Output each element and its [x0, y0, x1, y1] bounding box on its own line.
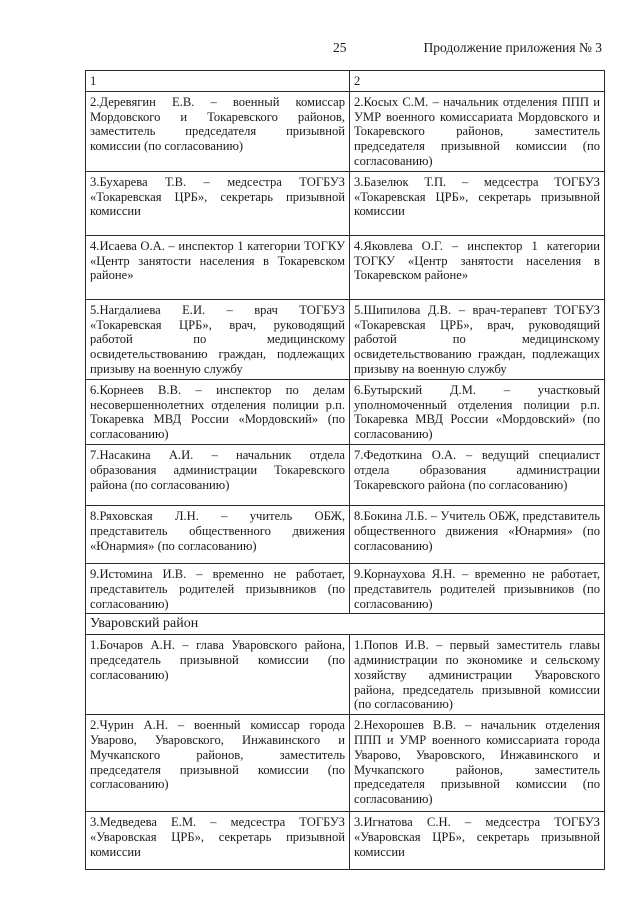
column-number-2: 2 — [350, 71, 605, 92]
member-cell-primary: 9.Истомина И.В. – временно не работает, представитель родителей призывников (по согласованию) — [86, 563, 350, 613]
table-row — [86, 563, 605, 613]
page-header — [0, 40, 640, 60]
member-cell-reserve: 8.Бокина Л.Б. – Учитель ОБЖ, представитель общественного движения «Юнармия» (по согласованию) — [350, 505, 605, 563]
table-row — [86, 715, 605, 812]
member-cell-reserve: 4.Яковлева О.Г. – инспектор 1 категории ТОГКУ «Центр занятости населения в Токаревском районе» — [350, 235, 605, 299]
member-cell-primary: 3.Медведева Е.М. – медсестра ТОГБУЗ «Уваровская ЦРБ», секретарь призывной комиссии — [86, 812, 350, 870]
member-cell-reserve: 2.Нехорошев В.В. – начальник отделения ППП и УМР военного комиссариата города Уварово, Уваровского, Инжавинского и Мучкапского районов, заместитель председателя призывной комиссии (по согласованию) — [350, 715, 605, 812]
member-cell-reserve: 6.Бутырский Д.М. – участковый уполномоченный отделения полиции р.п. Токаревка МВД России «Мордовский» (по согласованию) — [350, 379, 605, 444]
table-row — [86, 171, 605, 235]
member-cell-primary: 3.Бухарева Т.В. – медсестра ТОГБУЗ «Токаревская ЦРБ», секретарь призывной комиссии — [86, 171, 350, 235]
member-cell-primary: 4.Исаева О.А. – инспектор 1 категории ТОГКУ «Центр занятости населения в Токаревском районе» — [86, 235, 350, 299]
commission-table — [85, 70, 605, 870]
member-cell-primary: 2.Чурин А.Н. – военный комиссар города Уварово, Уваровского, Инжавинского и Мучкапского районов, заместитель председателя призывной комиссии (по согласованию) — [86, 715, 350, 812]
table-row — [86, 235, 605, 299]
member-cell-primary: 1.Бочаров А.Н. – глава Уваровского района, председатель призывной комиссии (по согласованию) — [86, 635, 350, 715]
table-row — [86, 444, 605, 505]
table-row — [86, 379, 605, 444]
member-cell-primary: 2.Деревягин Е.В. – военный комиссар Мордовского и Токаревского районов, заместитель председателя призывной комиссии (по согласованию) — [86, 91, 350, 171]
member-cell-reserve: 3.Игнатова С.Н. – медсестра ТОГБУЗ «Уваровская ЦРБ», секретарь призывной комиссии — [350, 812, 605, 870]
member-cell-primary: 8.Ряховская Л.Н. – учитель ОБЖ, представитель общественного движения «Юнармия» (по согласованию) — [86, 505, 350, 563]
table-row — [86, 812, 605, 870]
member-cell-reserve: 5.Шипилова Д.В. – врач-терапевт ТОГБУЗ «Токаревская ЦРБ», врач, руководящий работой по медицинскому освидетельствованию граждан, подлежащих призыву на военную службу — [350, 299, 605, 379]
member-cell-reserve: 7.Федоткина О.А. – ведущий специалист отдела образования администрации Токаревского района (по согласованию) — [350, 444, 605, 505]
table-row — [86, 635, 605, 715]
section-title: Уваровский район — [86, 614, 605, 635]
page-number: 25 — [333, 40, 347, 55]
member-cell-primary: 7.Насакина А.И. – начальник отдела образования администрации Токаревского района (по согласованию) — [86, 444, 350, 505]
member-cell-primary: 5.Нагдалиева Е.И. – врач ТОГБУЗ «Токаревская ЦРБ», врач, руководящий работой по медицинскому освидетельствованию граждан, подлежащих призыву на военную службу — [86, 299, 350, 379]
column-number-1: 1 — [86, 71, 350, 92]
member-cell-reserve: 9.Корнаухова Я.Н. – временно не работает, представитель родителей призывников (по согласованию) — [350, 563, 605, 613]
table-row — [86, 505, 605, 563]
table-row — [86, 299, 605, 379]
table-row — [86, 91, 605, 171]
member-cell-reserve: 3.Базелюк Т.П. – медсестра ТОГБУЗ «Токаревская ЦРБ», секретарь призывной комиссии — [350, 171, 605, 235]
member-cell-reserve: 1.Попов И.В. – первый заместитель главы администрации по экономике и сельскому хозяйству администрации Уваровского района, председатель призывной комиссии (по согласованию) — [350, 635, 605, 715]
continuation-label: Продолжение приложения № 3 — [423, 40, 602, 55]
column-number-row — [86, 71, 605, 92]
member-cell-primary: 6.Корнеев В.В. – инспектор по делам несовершеннолетних отделения полиции р.п. Токаревка МВД России «Мордовский» (по согласованию) — [86, 379, 350, 444]
member-cell-reserve: 2.Косых С.М. – начальник отделения ППП и УМР военного комиссариата Мордовского и Токаревского районов, заместитель председателя призывной комиссии (по согласованию) — [350, 91, 605, 171]
section-row — [86, 614, 605, 635]
